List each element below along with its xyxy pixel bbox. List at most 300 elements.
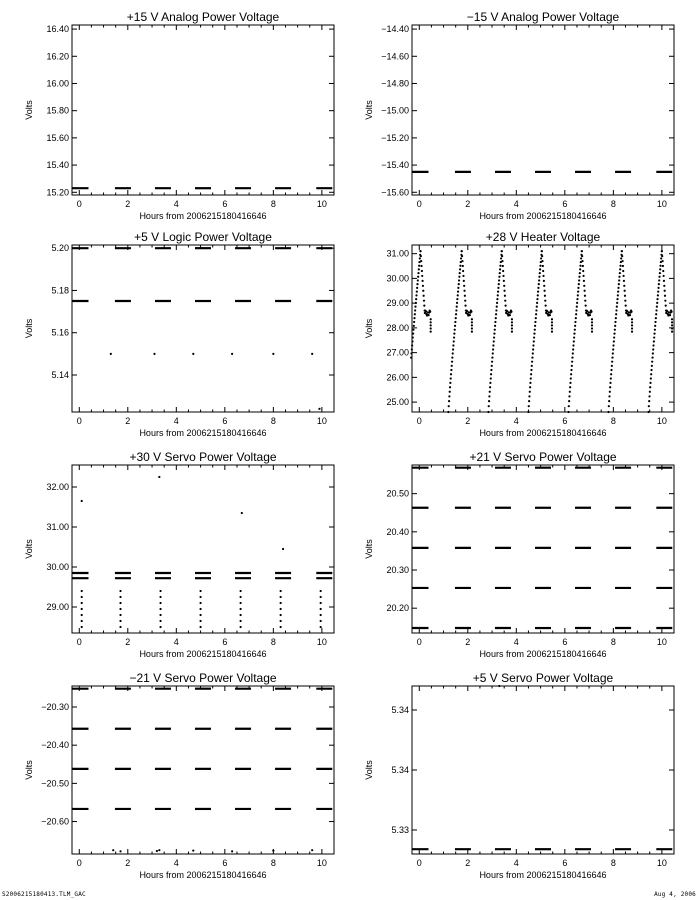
data-point bbox=[578, 283, 580, 285]
y-tick-label: −15.20 bbox=[381, 132, 409, 143]
data-point bbox=[418, 265, 420, 267]
data-point bbox=[568, 400, 570, 402]
data-point bbox=[430, 318, 432, 320]
y-tick-label: −14.40 bbox=[381, 24, 409, 35]
data-point bbox=[649, 391, 651, 393]
data-point bbox=[503, 280, 505, 282]
data-point bbox=[625, 305, 627, 307]
data-point bbox=[544, 295, 546, 297]
y-tick-label: 5.33 bbox=[391, 825, 409, 835]
data-point bbox=[490, 373, 492, 375]
data-point bbox=[119, 596, 121, 598]
data-point bbox=[535, 313, 537, 315]
data-point bbox=[320, 602, 322, 604]
x-tick-label: 0 bbox=[76, 637, 82, 647]
x-tick-label: 4 bbox=[173, 858, 179, 868]
data-point bbox=[453, 336, 455, 338]
data-point bbox=[416, 290, 418, 292]
data-point bbox=[489, 386, 491, 388]
data-point bbox=[623, 280, 625, 282]
data-point bbox=[422, 290, 424, 292]
data-point bbox=[462, 275, 464, 277]
data-point bbox=[494, 325, 496, 327]
data-point bbox=[495, 309, 497, 311]
data-point bbox=[578, 279, 580, 281]
data-point bbox=[551, 327, 553, 329]
data-point bbox=[616, 298, 618, 300]
data-point bbox=[421, 280, 423, 282]
data-point bbox=[420, 260, 422, 262]
y-tick-label: 15.40 bbox=[46, 160, 69, 171]
data-point bbox=[610, 377, 612, 379]
data-point bbox=[429, 311, 431, 313]
data-point bbox=[653, 333, 655, 335]
data-point bbox=[612, 344, 614, 346]
data-point bbox=[618, 276, 620, 278]
plot-frame bbox=[72, 686, 334, 854]
data-point bbox=[414, 309, 416, 311]
data-point bbox=[539, 265, 541, 267]
data-point bbox=[280, 608, 282, 610]
data-point bbox=[461, 260, 463, 262]
data-point bbox=[159, 608, 161, 610]
x-tick-label: 10 bbox=[656, 416, 667, 426]
data-point bbox=[496, 298, 498, 300]
y-tick-label: 30.00 bbox=[46, 562, 69, 572]
data-point bbox=[620, 257, 622, 259]
data-point bbox=[81, 602, 83, 604]
data-point bbox=[631, 321, 633, 323]
data-point bbox=[450, 377, 452, 379]
data-point bbox=[615, 317, 617, 319]
data-point bbox=[551, 324, 553, 326]
data-point bbox=[240, 602, 242, 604]
data-point bbox=[471, 321, 473, 323]
data-point bbox=[651, 361, 653, 363]
data-point bbox=[498, 685, 500, 687]
data-point bbox=[583, 285, 585, 287]
data-point bbox=[579, 265, 581, 267]
data-point bbox=[452, 344, 454, 346]
x-tick-label: 2 bbox=[465, 416, 471, 426]
data-point bbox=[619, 265, 621, 267]
y-tick-label: 5.16 bbox=[51, 327, 69, 338]
y-tick-label: 20.40 bbox=[386, 526, 409, 537]
data-point bbox=[581, 260, 583, 262]
y-axis-label: Volts bbox=[364, 318, 374, 339]
data-point bbox=[616, 306, 618, 308]
data-point bbox=[612, 348, 614, 350]
data-point bbox=[543, 290, 545, 292]
data-point bbox=[654, 329, 656, 331]
chart-title: +30 V Servo Power Voltage bbox=[129, 450, 277, 464]
data-point bbox=[618, 279, 620, 281]
y-tick-label: −20.50 bbox=[41, 778, 69, 789]
data-point bbox=[624, 290, 626, 292]
x-axis-label: Hours from 2006215180416646 bbox=[139, 428, 267, 438]
data-point bbox=[491, 356, 493, 358]
data-point bbox=[582, 275, 584, 277]
data-point bbox=[569, 386, 571, 388]
data-point bbox=[158, 476, 160, 478]
data-point bbox=[119, 608, 121, 610]
y-axis-label: Volts bbox=[24, 318, 34, 339]
data-point bbox=[662, 265, 664, 267]
data-point bbox=[492, 352, 494, 354]
data-point bbox=[572, 348, 574, 350]
data-point bbox=[538, 279, 540, 281]
data-point bbox=[659, 272, 661, 274]
data-point bbox=[491, 365, 493, 367]
data-point bbox=[447, 411, 449, 413]
data-point bbox=[540, 257, 542, 259]
x-tick-label: 10 bbox=[656, 858, 667, 868]
data-point bbox=[631, 318, 633, 320]
chart-title: +21 V Servo Power Voltage bbox=[469, 450, 617, 464]
data-point bbox=[619, 272, 621, 274]
data-point bbox=[498, 283, 500, 285]
data-point bbox=[541, 255, 543, 257]
y-tick-label: 5.18 bbox=[51, 285, 69, 296]
data-point bbox=[671, 330, 673, 332]
x-tick-label: 2 bbox=[125, 199, 131, 209]
data-point bbox=[471, 324, 473, 326]
y-axis-label: Volts bbox=[24, 760, 34, 780]
data-point bbox=[240, 620, 242, 622]
data-point bbox=[551, 321, 553, 323]
chart-panel bbox=[24, 10, 334, 221]
data-point bbox=[611, 365, 613, 367]
plot-frame bbox=[412, 465, 674, 633]
data-point bbox=[158, 849, 160, 851]
x-tick-label: 10 bbox=[316, 637, 327, 647]
data-point bbox=[577, 294, 579, 296]
data-point bbox=[497, 290, 499, 292]
data-point bbox=[670, 311, 672, 313]
data-point bbox=[119, 614, 121, 616]
data-point bbox=[470, 311, 472, 313]
data-point bbox=[612, 352, 614, 354]
x-tick-label: 0 bbox=[416, 199, 422, 209]
data-point bbox=[490, 369, 492, 371]
data-point bbox=[582, 270, 584, 272]
chart-panel bbox=[24, 671, 334, 880]
x-tick-label: 6 bbox=[562, 416, 568, 426]
x-tick-label: 6 bbox=[562, 637, 568, 647]
data-point bbox=[457, 287, 459, 289]
data-point bbox=[492, 348, 494, 350]
data-point bbox=[611, 356, 613, 358]
y-tick-label: 16.20 bbox=[46, 51, 69, 62]
data-point bbox=[591, 321, 593, 323]
x-tick-label: 8 bbox=[270, 199, 276, 209]
data-point bbox=[539, 272, 541, 274]
x-tick-label: 6 bbox=[222, 416, 228, 426]
data-point bbox=[551, 318, 553, 320]
data-point bbox=[617, 294, 619, 296]
data-point bbox=[458, 276, 460, 278]
data-point bbox=[527, 411, 529, 413]
data-point bbox=[489, 382, 491, 384]
data-point bbox=[530, 377, 532, 379]
data-point bbox=[240, 608, 242, 610]
data-point bbox=[615, 309, 617, 311]
data-point bbox=[648, 395, 650, 397]
data-point bbox=[568, 405, 570, 407]
data-point bbox=[550, 311, 552, 313]
data-point bbox=[569, 391, 571, 393]
data-point bbox=[494, 329, 496, 331]
data-point bbox=[658, 283, 660, 285]
data-point bbox=[461, 255, 463, 257]
data-point bbox=[471, 330, 473, 332]
data-point bbox=[240, 614, 242, 616]
data-point bbox=[494, 321, 496, 323]
data-point bbox=[450, 373, 452, 375]
data-point bbox=[570, 373, 572, 375]
data-point bbox=[491, 361, 493, 363]
data-point bbox=[454, 321, 456, 323]
y-tick-label: 16.40 bbox=[46, 24, 69, 35]
x-axis-label: Hours from 2006215180416646 bbox=[479, 649, 607, 659]
data-point bbox=[422, 285, 424, 287]
y-tick-label: 31.00 bbox=[386, 248, 409, 259]
data-point bbox=[571, 361, 573, 363]
data-point bbox=[488, 405, 490, 407]
y-tick-label: −14.80 bbox=[381, 78, 409, 89]
x-tick-label: 10 bbox=[316, 199, 327, 209]
data-point bbox=[622, 275, 624, 277]
data-point bbox=[159, 602, 161, 604]
data-point bbox=[607, 411, 609, 413]
data-point bbox=[272, 353, 274, 355]
data-point bbox=[199, 590, 201, 592]
data-point bbox=[471, 318, 473, 320]
x-tick-label: 4 bbox=[513, 858, 519, 868]
x-tick-label: 0 bbox=[76, 416, 82, 426]
x-axis-label: Hours from 2006215180416646 bbox=[139, 649, 267, 659]
chart-panel bbox=[364, 10, 674, 221]
data-point bbox=[590, 311, 592, 313]
data-point bbox=[496, 302, 498, 304]
data-point bbox=[591, 324, 593, 326]
data-point bbox=[119, 620, 121, 622]
y-tick-label: −20.40 bbox=[41, 740, 69, 751]
data-point bbox=[511, 327, 513, 329]
data-point bbox=[490, 377, 492, 379]
data-point bbox=[660, 257, 662, 259]
data-point bbox=[81, 620, 83, 622]
x-tick-label: 4 bbox=[513, 416, 519, 426]
data-point bbox=[423, 295, 425, 297]
data-point bbox=[577, 287, 579, 289]
data-point bbox=[448, 400, 450, 402]
data-point bbox=[455, 309, 457, 311]
data-point bbox=[462, 265, 464, 267]
data-point bbox=[456, 298, 458, 300]
data-point bbox=[417, 272, 419, 274]
data-point bbox=[575, 309, 577, 311]
data-point bbox=[545, 305, 547, 307]
x-tick-label: 8 bbox=[270, 858, 276, 868]
data-point bbox=[614, 321, 616, 323]
data-point bbox=[453, 333, 455, 335]
data-point bbox=[577, 290, 579, 292]
data-point bbox=[502, 275, 504, 277]
data-point bbox=[501, 255, 503, 257]
data-point bbox=[580, 257, 582, 259]
y-tick-label: 5.14 bbox=[51, 370, 69, 381]
data-point bbox=[502, 265, 504, 267]
chart-panel bbox=[364, 671, 674, 880]
data-point bbox=[451, 356, 453, 358]
data-point bbox=[659, 265, 661, 267]
data-point bbox=[608, 395, 610, 397]
data-point bbox=[489, 391, 491, 393]
data-point bbox=[430, 330, 432, 332]
x-tick-label: 6 bbox=[562, 858, 568, 868]
plot-frame bbox=[72, 25, 334, 195]
x-tick-label: 4 bbox=[173, 199, 179, 209]
data-point bbox=[664, 290, 666, 292]
y-tick-label: 28.00 bbox=[386, 322, 409, 333]
data-point bbox=[591, 318, 593, 320]
data-point bbox=[584, 300, 586, 302]
data-point bbox=[412, 329, 414, 331]
data-point bbox=[493, 333, 495, 335]
data-point bbox=[536, 302, 538, 304]
data-point bbox=[503, 285, 505, 287]
x-tick-label: 10 bbox=[316, 858, 327, 868]
y-tick-label: 20.50 bbox=[386, 488, 409, 499]
y-tick-label: −15.00 bbox=[381, 105, 409, 116]
data-point bbox=[649, 382, 651, 384]
data-point bbox=[609, 391, 611, 393]
data-point bbox=[503, 290, 505, 292]
y-axis-label: Volts bbox=[24, 539, 34, 559]
data-point bbox=[536, 306, 538, 308]
data-point bbox=[608, 405, 610, 407]
data-point bbox=[571, 356, 573, 358]
y-tick-label: −14.60 bbox=[381, 51, 409, 62]
data-point bbox=[459, 272, 461, 274]
data-point bbox=[469, 314, 471, 316]
data-point bbox=[631, 324, 633, 326]
data-point bbox=[457, 294, 459, 296]
data-point bbox=[532, 344, 534, 346]
x-tick-label: 2 bbox=[465, 858, 471, 868]
data-point bbox=[654, 321, 656, 323]
data-point bbox=[320, 614, 322, 616]
data-point bbox=[655, 313, 657, 315]
y-tick-label: 5.34 bbox=[391, 765, 409, 775]
data-point bbox=[530, 373, 532, 375]
data-point bbox=[671, 318, 673, 320]
x-tick-label: 6 bbox=[222, 858, 228, 868]
data-point bbox=[159, 614, 161, 616]
data-point bbox=[311, 849, 313, 851]
data-point bbox=[531, 361, 533, 363]
y-tick-label: 15.20 bbox=[46, 187, 69, 198]
data-point bbox=[531, 356, 533, 358]
data-point bbox=[415, 302, 417, 304]
data-point bbox=[528, 400, 530, 402]
data-point bbox=[509, 314, 511, 316]
data-point bbox=[584, 290, 586, 292]
data-point bbox=[529, 382, 531, 384]
data-point bbox=[578, 276, 580, 278]
data-point bbox=[570, 369, 572, 371]
data-point bbox=[493, 336, 495, 338]
data-point bbox=[574, 321, 576, 323]
data-point bbox=[537, 290, 539, 292]
data-point bbox=[415, 298, 417, 300]
y-tick-label: 15.80 bbox=[46, 105, 69, 116]
data-point bbox=[153, 353, 155, 355]
data-point bbox=[499, 272, 501, 274]
data-point bbox=[461, 250, 463, 252]
data-point bbox=[622, 265, 624, 267]
data-point bbox=[511, 321, 513, 323]
data-point bbox=[416, 283, 418, 285]
data-point bbox=[411, 348, 413, 350]
data-point bbox=[463, 285, 465, 287]
data-point bbox=[576, 302, 578, 304]
data-point bbox=[498, 279, 500, 281]
data-point bbox=[502, 270, 504, 272]
data-point bbox=[576, 298, 578, 300]
chart-panel bbox=[24, 230, 334, 438]
data-point bbox=[613, 336, 615, 338]
data-point bbox=[452, 348, 454, 350]
data-point bbox=[591, 327, 593, 329]
y-axis-label: Volts bbox=[364, 539, 374, 559]
data-point bbox=[457, 290, 459, 292]
data-point bbox=[199, 620, 201, 622]
x-tick-label: 0 bbox=[416, 637, 422, 647]
data-point bbox=[451, 361, 453, 363]
data-point bbox=[537, 294, 539, 296]
data-point bbox=[650, 369, 652, 371]
data-point bbox=[110, 353, 112, 355]
data-point bbox=[585, 305, 587, 307]
data-point bbox=[499, 265, 501, 267]
data-point bbox=[231, 353, 233, 355]
data-point bbox=[81, 500, 83, 502]
data-point bbox=[430, 321, 432, 323]
y-tick-label: 30.00 bbox=[386, 273, 409, 284]
data-point bbox=[488, 400, 490, 402]
data-point bbox=[533, 340, 535, 342]
data-point bbox=[529, 386, 531, 388]
data-point bbox=[531, 365, 533, 367]
data-point bbox=[610, 373, 612, 375]
data-point bbox=[412, 336, 414, 338]
data-point bbox=[621, 260, 623, 262]
data-point bbox=[410, 352, 412, 354]
x-tick-label: 10 bbox=[316, 416, 327, 426]
data-point bbox=[417, 279, 419, 281]
data-point bbox=[671, 327, 673, 329]
data-point bbox=[653, 340, 655, 342]
footer-date: Aug 4, 2006 bbox=[654, 891, 696, 898]
data-point bbox=[411, 344, 413, 346]
data-point bbox=[575, 317, 577, 319]
data-point bbox=[449, 386, 451, 388]
data-point bbox=[448, 395, 450, 397]
data-point bbox=[624, 295, 626, 297]
data-point bbox=[504, 300, 506, 302]
